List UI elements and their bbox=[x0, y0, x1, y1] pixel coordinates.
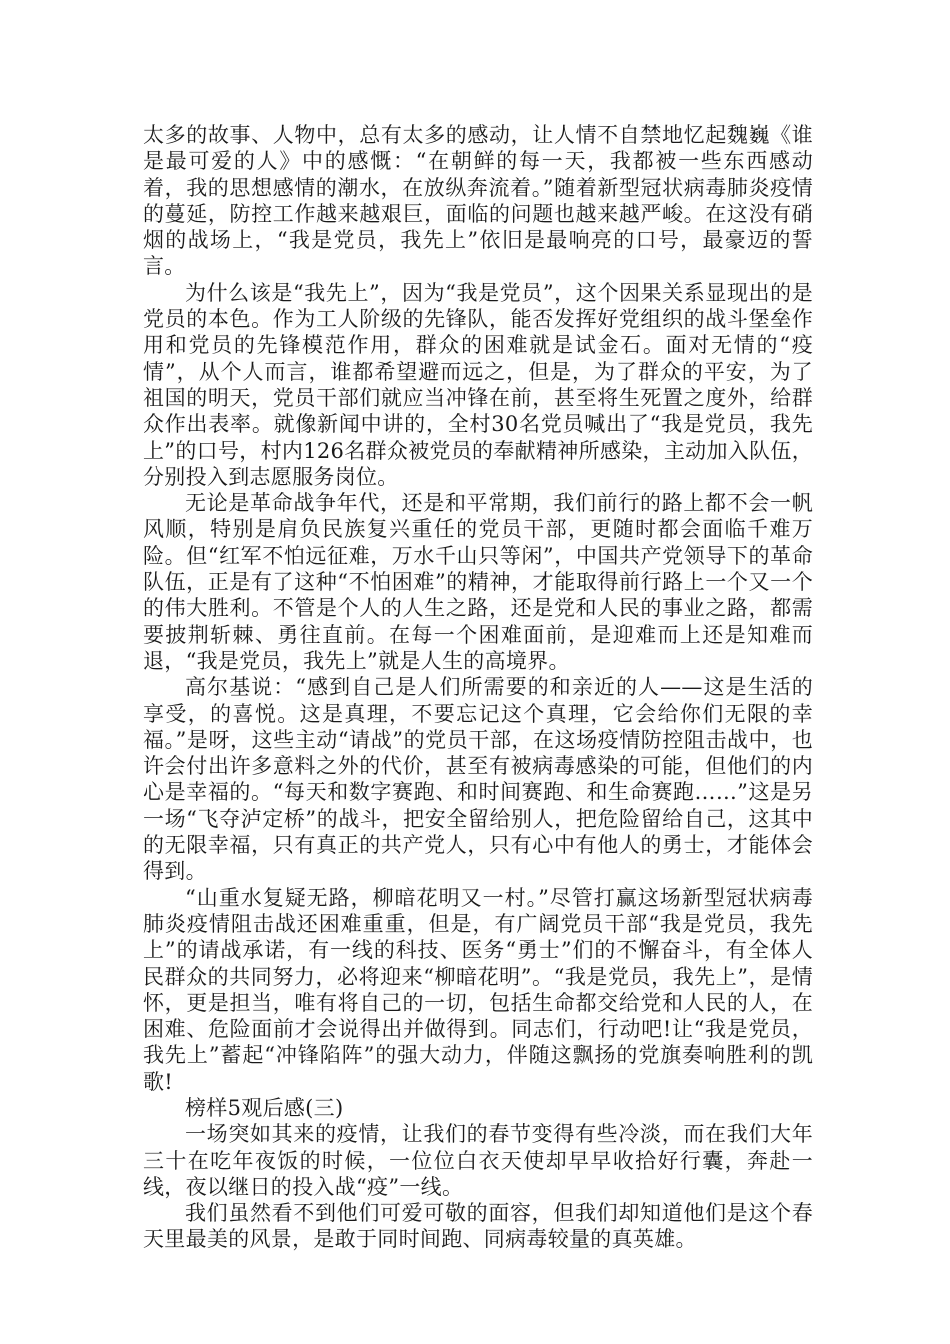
paragraph-1: 太多的故事、人物中，总有太多的感动，让人情不自禁地忆起魏巍《谁是最可爱的人》中的感慨：“在朝鲜的每一天，我都被一些东西感动着，我的思想感情的潮水，在放纵奔流着。”随着新型冠状病毒肺炎疫情的蔓延，防控工作越来越艰巨，面临的问题也越来越严峻。在这没有硝烟的战场上，“我是党员，我先上”依旧是最响亮的口号，最豪迈的誓言。 bbox=[143, 123, 813, 279]
paragraph-5: “山重水复疑无路，柳暗花明又一村。”尽管打赢这场新型冠状病毒肺炎疫情阻击战还困难重重，但是，有广阔党员干部“我是党员，我先上”的请战承诺，有一线的科技、医务“勇士”们的不懈奋斗，有全体人民群众的共同努力，必将迎来“柳暗花明”。“我是党员，我先上”，是情怀，更是担当，唯有将自己的一切，包括生命都交给党和人民的人，在困难、危险面前才会说得出并做得到。同志们，行动吧!让“我是党员，我先上”蓄起“冲锋陷阵”的强大动力，伴随这飘扬的党旗奏响胜利的凯歌! bbox=[143, 885, 813, 1094]
paragraph-4: 高尔基说：“感到自己是人们所需要的和亲近的人——这是生活的享受，的喜悦。这是真理，不要忘记这个真理，它会给你们无限的幸福。”是呀，这些主动“请战”的党员干部，在这场疫情防控阻击战中，也许会付出许多意料之外的代价，甚至有被病毒感染的可能，但他们的内心是幸福的。“每天和数字赛跑、和时间赛跑、和生命赛跑……”这是另一场“飞夺泸定桥”的战斗，把安全留给别人，把危险留给自己，这其中的无限幸福，只有真正的共产党人，只有心中有他人的勇士，才能体会得到。 bbox=[143, 675, 813, 884]
paragraph-2: 为什么该是“我先上”，因为“我是党员”，这个因果关系显现出的是党员的本色。作为工人阶级的先锋队，能否发挥好党组织的战斗堡垒作用和党员的先锋模范作用，群众的困难就是试金石。面对无情的“疫情”，从个人而言，谁都希望避而远之，但是，为了群众的平安，为了祖国的明天，党员干部们就应当冲锋在前，甚至将生死置之度外，给群众作出表率。就像新闻中讲的，全村30名党员喊出了“我是党员，我先上”的口号，村内126名群众被党员的奉献精神所感染，主动加入队伍，分别投入到志愿服务岗位。 bbox=[143, 280, 813, 489]
paragraph-6: 一场突如其来的疫情，让我们的春节变得有些冷淡，而在我们大年三十在吃年夜饭的时候，一位位白衣天使却早早收拾好行囊，奔赴一线，夜以继日的投入战“疫”一线。 bbox=[143, 1122, 813, 1199]
section-heading: 榜样5观后感(三) bbox=[185, 1095, 344, 1120]
paragraph-3: 无论是革命战争年代，还是和平常期，我们前行的路上都不会一帆风顺，特别是肩负民族复兴重任的党员干部，更随时都会面临千难万险。但“红军不怕远征难，万水千山只等闲”，中国共产党领导下的革命队伍，正是有了这种“不怕困难”的精神，才能取得前行路上一个又一个的伟大胜利。不管是个人的人生之路，还是党和人民的事业之路，都需要披荆斩棘、勇往直前。在每一个困难面前，是迎难而上还是知难而退，“我是党员，我先上”就是人生的高境界。 bbox=[143, 491, 813, 673]
paragraph-7: 我们虽然看不到他们可爱可敬的面容，但我们却知道他们是这个春天里最美的风景，是敢于同时间跑、同病毒较量的真英雄。 bbox=[143, 1201, 813, 1252]
document-body bbox=[143, 122, 813, 1253]
